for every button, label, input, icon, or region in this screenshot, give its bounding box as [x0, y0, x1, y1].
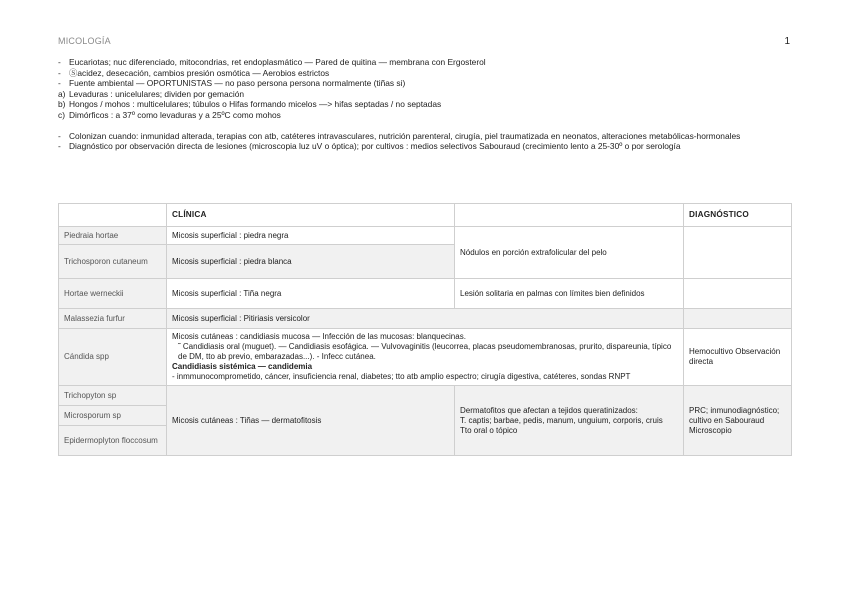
description-line: T. captis; barbae, pedis, manum, unguium, corporis, cruis [460, 415, 663, 425]
organism-cell: Microsporum sp [59, 406, 167, 426]
note-marker: - [58, 67, 61, 78]
clinic-line: - inmmunocomprometido, cáncer, insuficiencia renal, diabetes; tto atb amplio espectro; cirugía digestiva, catéteres, sondas RNPT [172, 372, 631, 381]
description-cell: Lesión solitaria en palmas con límites bien definidos [455, 279, 684, 309]
note-text: Eucariotas; nuc diferenciado, mitocondrias, ret endoplasmático — Pared de quitina — membrana con Ergosterol [69, 57, 486, 67]
diagnosis-cell: Hemocultivo Observación directa [684, 329, 792, 386]
clinic-cell: Micosis cutáneas : Tiñas — dermatofitosis [167, 386, 455, 456]
notes-list-general [58, 57, 788, 121]
table-row [59, 329, 792, 386]
note-marker: a) [58, 88, 66, 99]
clinic-line: Candidiasis sistémica — candidemia [172, 362, 313, 371]
note-text: Ⓢacidez, desecación, cambios presión osmótica — Aerobios estrictos [69, 67, 330, 78]
note-item [58, 78, 788, 89]
note-item [58, 68, 788, 79]
header-cell-organism [59, 204, 167, 227]
note-item [58, 110, 788, 121]
notes-section [58, 57, 788, 152]
page-header [58, 36, 790, 50]
clinic-line: ˜ Candidiasis oral (muguet). — Candidiasis esofágica. — Vulvovaginitis (leucorrea, placas pseudomembranosas, prurito, dispareunia, típico de DM, tto ab previo, embarazadas...). - Infecc cutánea. [178, 342, 672, 361]
organism-cell: Hortae werneckii [59, 279, 167, 309]
spacer [58, 121, 788, 131]
organism-cell: Malassezia furfur [59, 309, 167, 329]
note-marker: - [58, 130, 61, 141]
notes-list-clinical [58, 131, 788, 152]
header-cell-clinic: CLÍNICA [167, 204, 455, 227]
clinic-line: Micosis cutáneas : candidiasis mucosa — Infección de las mucosas: blanquecinas. [172, 332, 466, 341]
organism-cell: Epidermoplyton floccosum [59, 426, 167, 456]
header-cell-description [455, 204, 684, 227]
clinic-cell [167, 329, 684, 386]
page-number: 1 [784, 36, 790, 47]
fungi-table [58, 203, 792, 456]
description-line: Dermatofitos que afectan a tejidos queratinizados: [460, 405, 638, 415]
clinic-cell: Micosis superficial : Tiña negra [167, 279, 455, 309]
diagnosis-cell: PRC; inmunodiagnóstico; cultivo en Sabouraud Microscopio [684, 386, 792, 456]
note-item [58, 131, 788, 142]
table-row [59, 386, 792, 406]
note-text: Fuente ambiental — OPORTUNISTAS — no paso persona persona normalmente (tiñas si) [69, 78, 406, 89]
note-marker: c) [58, 109, 65, 120]
table-header-row [59, 204, 792, 227]
note-text: Diagnóstico por observación directa de lesiones (microscopia luz uV o óptica); por cultivos : medios selectivos Sabouraud (crecimiento lento a 25-30º o por serología [69, 141, 681, 152]
note-marker: - [58, 78, 61, 89]
note-text: Dimórficos : a 37º como levaduras y a 25ºC como mohos [69, 109, 281, 120]
note-text: Colonizan cuando: inmunidad alterada, terapias con atb, catéteres intravasculares, nutrición parenteral, cirugía, piel traumatizada en neonatos, alteraciones metabólicas-hormonales [69, 130, 741, 141]
note-marker: b) [58, 99, 66, 110]
document-title: MICOLOGÍA [58, 36, 111, 46]
clinic-cell: Micosis superficial : Pitiriasis versicolor [167, 309, 684, 329]
organism-cell: Cándida spp [59, 329, 167, 386]
note-marker: - [58, 141, 61, 152]
diagnosis-cell [684, 309, 792, 329]
note-item [58, 57, 788, 68]
organism-cell: Piedraia hortae [59, 227, 167, 245]
description-line: Tto oral o tópico [460, 425, 518, 435]
clinic-cell: Micosis superficial : piedra blanca [167, 245, 455, 279]
description-cell [455, 386, 684, 456]
description-cell: Nódulos en porción extrafolicular del pelo [455, 227, 684, 279]
note-text: Levaduras : unicelulares; dividen por gemación [69, 88, 245, 99]
table-row [59, 227, 792, 245]
diagnosis-cell [684, 227, 792, 279]
table-row [59, 309, 792, 329]
header-cell-diagnosis: DIAGNÓSTICO [684, 204, 792, 227]
diagnosis-cell [684, 279, 792, 309]
organism-cell: Trichosporon cutaneum [59, 245, 167, 279]
note-marker: - [58, 57, 61, 67]
note-item [58, 99, 788, 110]
clinic-cell: Micosis superficial : piedra negra [167, 227, 455, 245]
note-item [58, 89, 788, 100]
organism-cell: Trichopyton sp [59, 386, 167, 406]
note-text: Hongos / mohos : multicelulares; túbulos o Hifas formando micelos —> hifas septadas / no septadas [69, 99, 442, 110]
note-item [58, 141, 788, 152]
table-row [59, 279, 792, 309]
